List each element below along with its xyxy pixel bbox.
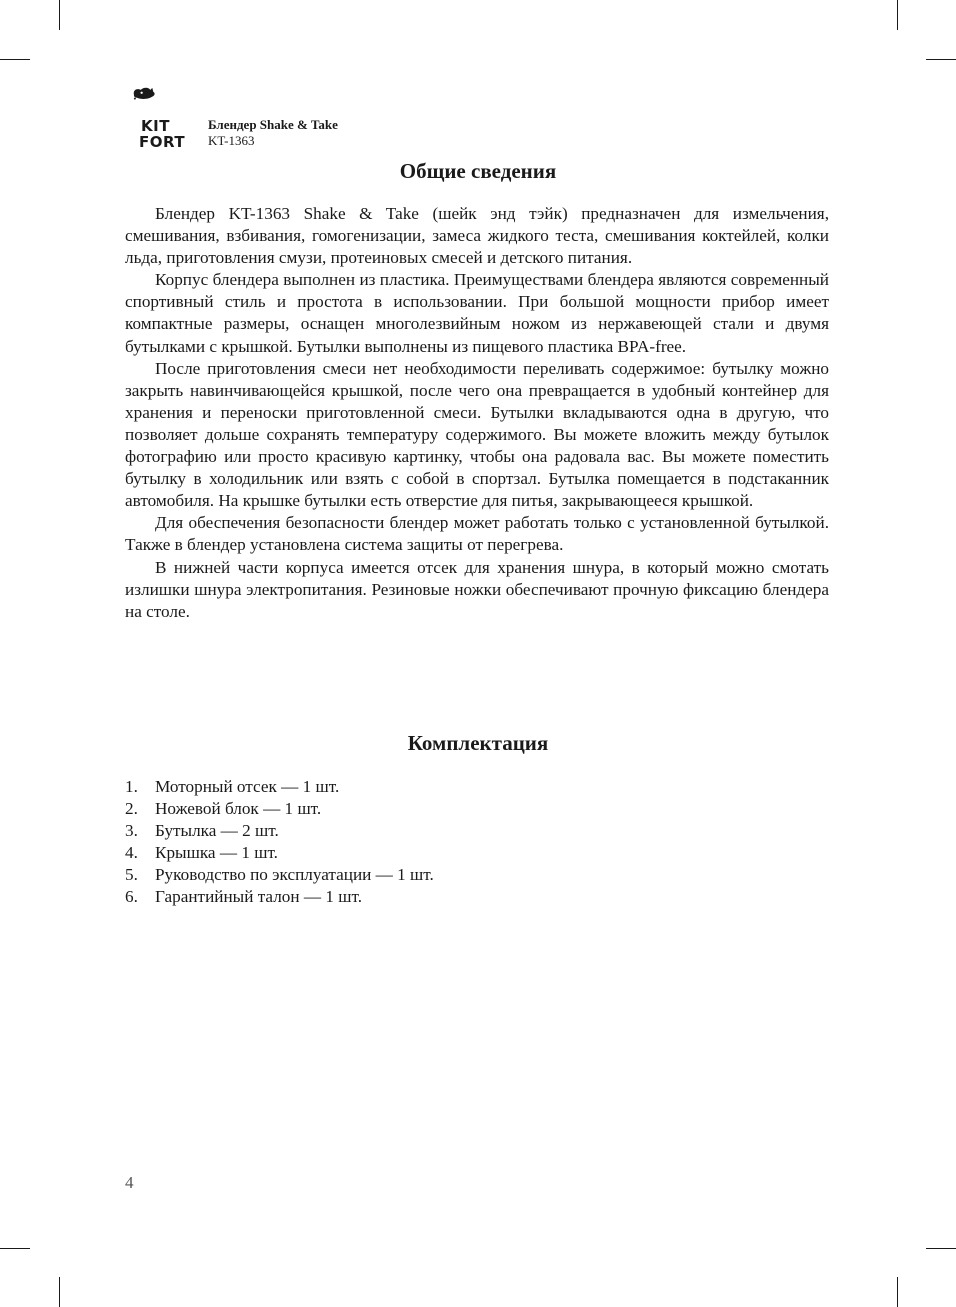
paragraph: Блендер KT-1363 Shake & Take (шейк энд тэйк) предназначен для измельчения, смешивания, взбивания, гомогенизации, замеса жидкого теста, смешивания коктейлей, колки льда, приготовления смузи, протеиновых смесей и детского питания.	[125, 204, 829, 268]
list-item	[125, 776, 434, 798]
list-number: 3.	[125, 821, 138, 840]
list-text: Бутылка — 2 шт.	[155, 821, 279, 840]
logo-line-2: FORT	[139, 133, 186, 151]
general-text	[125, 203, 829, 623]
list-text: Ножевой блок — 1 шт.	[155, 799, 322, 818]
paragraph: Корпус блендера выполнен из пластика. Преимуществами блендера являются современный спортивный стиль и простота в использовании. При большой мощности прибор имеет компактные размеры, оснащен многолезвийным ножом из нержавеющей стали и двумя бутылками с крышкой. Бутылки выполнены из пищевого пластика BPA-free.	[125, 270, 829, 356]
product-name: Блендер Shake & Take	[208, 117, 338, 132]
product-model: KT-1363	[208, 133, 255, 148]
list-text: Гарантийный талон — 1 шт.	[155, 887, 362, 906]
list-text: Моторный отсек — 1 шт.	[155, 777, 340, 796]
logo-text	[141, 118, 185, 150]
list-number: 4.	[125, 843, 138, 862]
list-item	[125, 886, 434, 908]
list-number: 5.	[125, 865, 138, 884]
section-title-general: Общие сведения	[399, 159, 557, 183]
paragraph: Для обеспечения безопасности блендер может работать только с установленной бутылкой. Также в блендер установлена система защиты от перегрева.	[125, 513, 829, 555]
crop-mark	[0, 1248, 30, 1249]
list-text: Руководство по эксплуатации — 1 шт.	[155, 865, 434, 884]
list-number: 6.	[125, 887, 138, 906]
list-text: Крышка — 1 шт.	[155, 843, 278, 862]
crop-mark	[926, 1248, 956, 1249]
crop-mark	[59, 0, 60, 30]
paragraph: После приготовления смеси нет необходимости переливать содержимое: бутылку можно закрыть навинчивающейся крышкой, после чего она превращается в удобный контейнер для хранения и переноски приготовленной смеси. Бутылки вкладываются одна в другую, что позволяет дольше сохранять температуру содержимого. Вы можете вложить между бутылок фотографию или просто красивую картинку, чтобы она радовала вас. Вы можете поместить бутылку в холодильник или взять с собой в спортзал. Бутылка помещается в подстаканник автомобиля. На крышке бутылки есть отверстие для питья, закрывающееся крышкой.	[125, 358, 829, 511]
list-number: 1.	[125, 777, 138, 796]
crop-mark	[0, 59, 30, 60]
kitfort-cat-icon	[126, 86, 166, 116]
crop-mark	[926, 59, 956, 60]
crop-mark	[897, 1277, 898, 1307]
crop-mark	[59, 1277, 60, 1307]
kit-list	[125, 776, 434, 908]
section-title-kit: Комплектация	[407, 731, 549, 755]
list-item	[125, 842, 434, 864]
paragraph: В нижней части корпуса имеется отсек для хранения шнура, в который можно смотать излишки шнура электропитания. Резиновые ножки обеспечивают прочную фиксацию блендера на столе.	[125, 557, 829, 621]
list-item	[125, 864, 434, 886]
list-number: 2.	[125, 799, 138, 818]
list-item	[125, 820, 434, 842]
list-item	[125, 798, 434, 820]
logo-line-1: KIT	[141, 117, 170, 135]
crop-mark	[897, 0, 898, 30]
page-number: 4	[125, 1173, 134, 1192]
